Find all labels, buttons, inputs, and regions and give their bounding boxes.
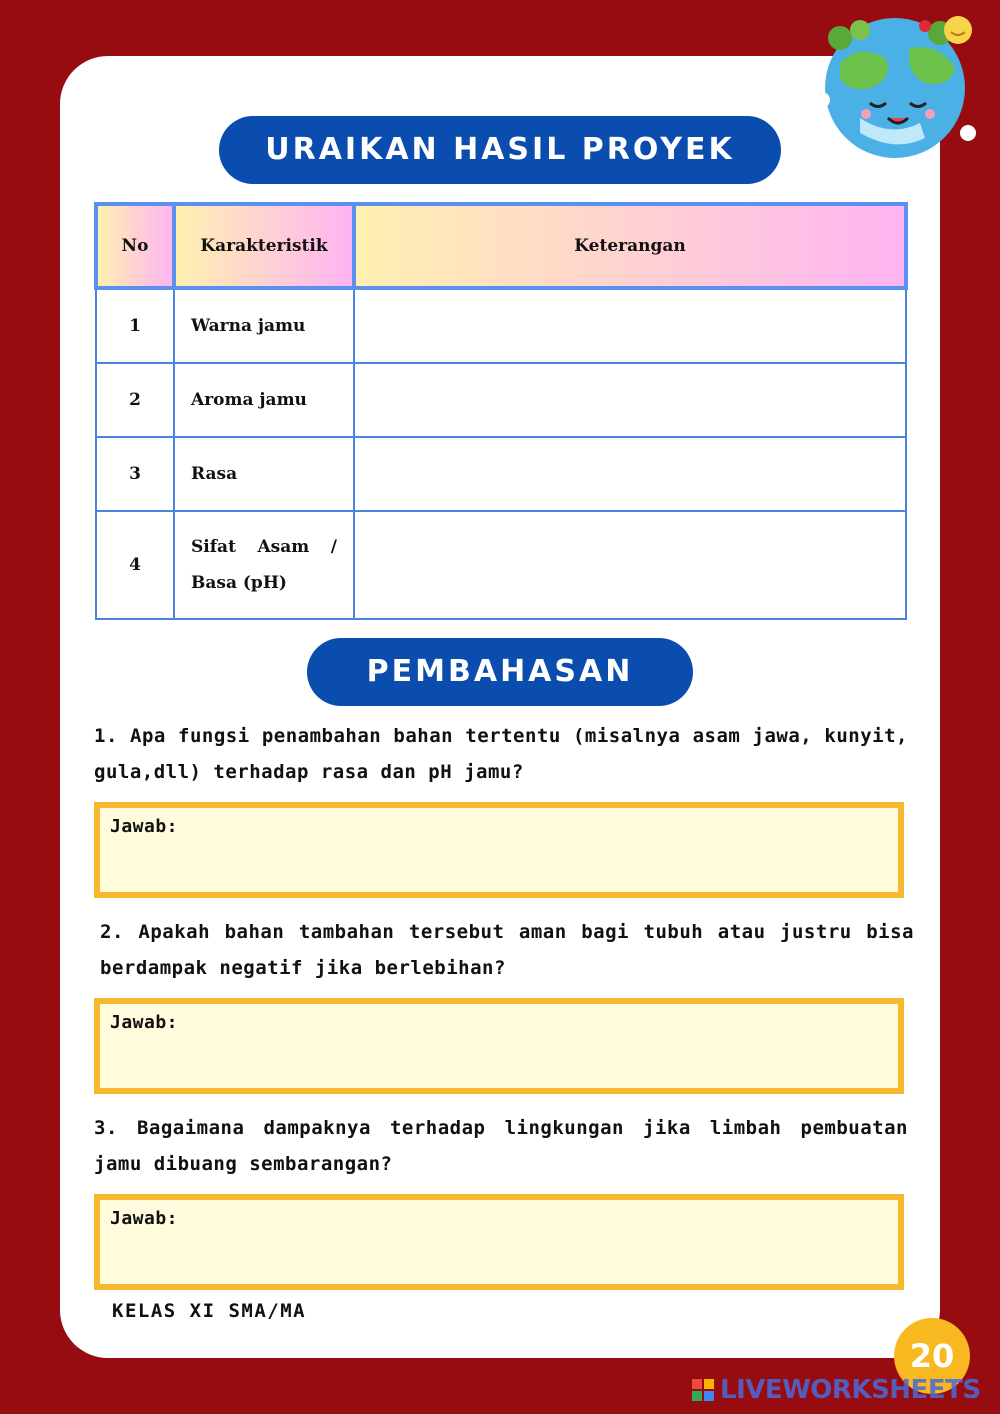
watermark-text: LIVEWORKSHEETS	[720, 1375, 981, 1405]
section-title-discussion: PEMBAHASAN	[307, 638, 693, 706]
row-number: 4	[96, 511, 174, 619]
table-row	[96, 511, 906, 619]
row-description-cell[interactable]	[354, 437, 906, 511]
row-number: 3	[96, 437, 174, 511]
class-label: KELAS XI SMA/MA	[112, 1300, 307, 1322]
liveworksheets-logo-icon	[692, 1379, 714, 1401]
row-characteristic: Warna jamu	[174, 288, 354, 363]
row-characteristic: Aroma jamu	[174, 363, 354, 437]
row-number: 1	[96, 288, 174, 363]
column-header-karakteristik: Karakteristik	[174, 204, 354, 288]
answer-box-2[interactable]	[94, 998, 904, 1094]
answer-label: Jawab:	[110, 1012, 179, 1033]
answer-box-1[interactable]	[94, 802, 904, 898]
column-header-keterangan: Keterangan	[354, 204, 906, 288]
results-table	[94, 202, 908, 620]
row-characteristic: Sifat Asam / Basa (pH)	[174, 511, 354, 619]
table-row	[96, 288, 906, 363]
section-title-results: URAIKAN HASIL PROYEK	[219, 116, 781, 184]
row-description-cell[interactable]	[354, 511, 906, 619]
column-header-no: No	[96, 204, 174, 288]
question-1-text: 1. Apa fungsi penambahan bahan tertentu (misalnya asam jawa, kunyit, gula,dll) terhadap rasa dan pH jamu?	[94, 725, 908, 783]
answer-box-3[interactable]	[94, 1194, 904, 1290]
page-number-badge: 20	[894, 1318, 970, 1394]
liveworksheets-watermark[interactable]	[692, 1375, 981, 1405]
smiling-earth-globe-icon	[800, 8, 990, 158]
row-characteristic: Rasa	[174, 437, 354, 511]
answer-label: Jawab:	[110, 1208, 179, 1229]
row-description-cell[interactable]	[354, 363, 906, 437]
row-number: 2	[96, 363, 174, 437]
answer-label: Jawab:	[110, 816, 179, 837]
question-3-text: 3. Bagaimana dampaknya terhadap lingkungan jika limbah pembuatan jamu dibuang sembarangan?	[94, 1117, 908, 1175]
question-2-text: 2. Apakah bahan tambahan tersebut aman bagi tubuh atau justru bisa berdampak negatif jika berlebihan?	[100, 921, 914, 979]
table-row	[96, 363, 906, 437]
table-row	[96, 437, 906, 511]
row-description-cell[interactable]	[354, 288, 906, 363]
